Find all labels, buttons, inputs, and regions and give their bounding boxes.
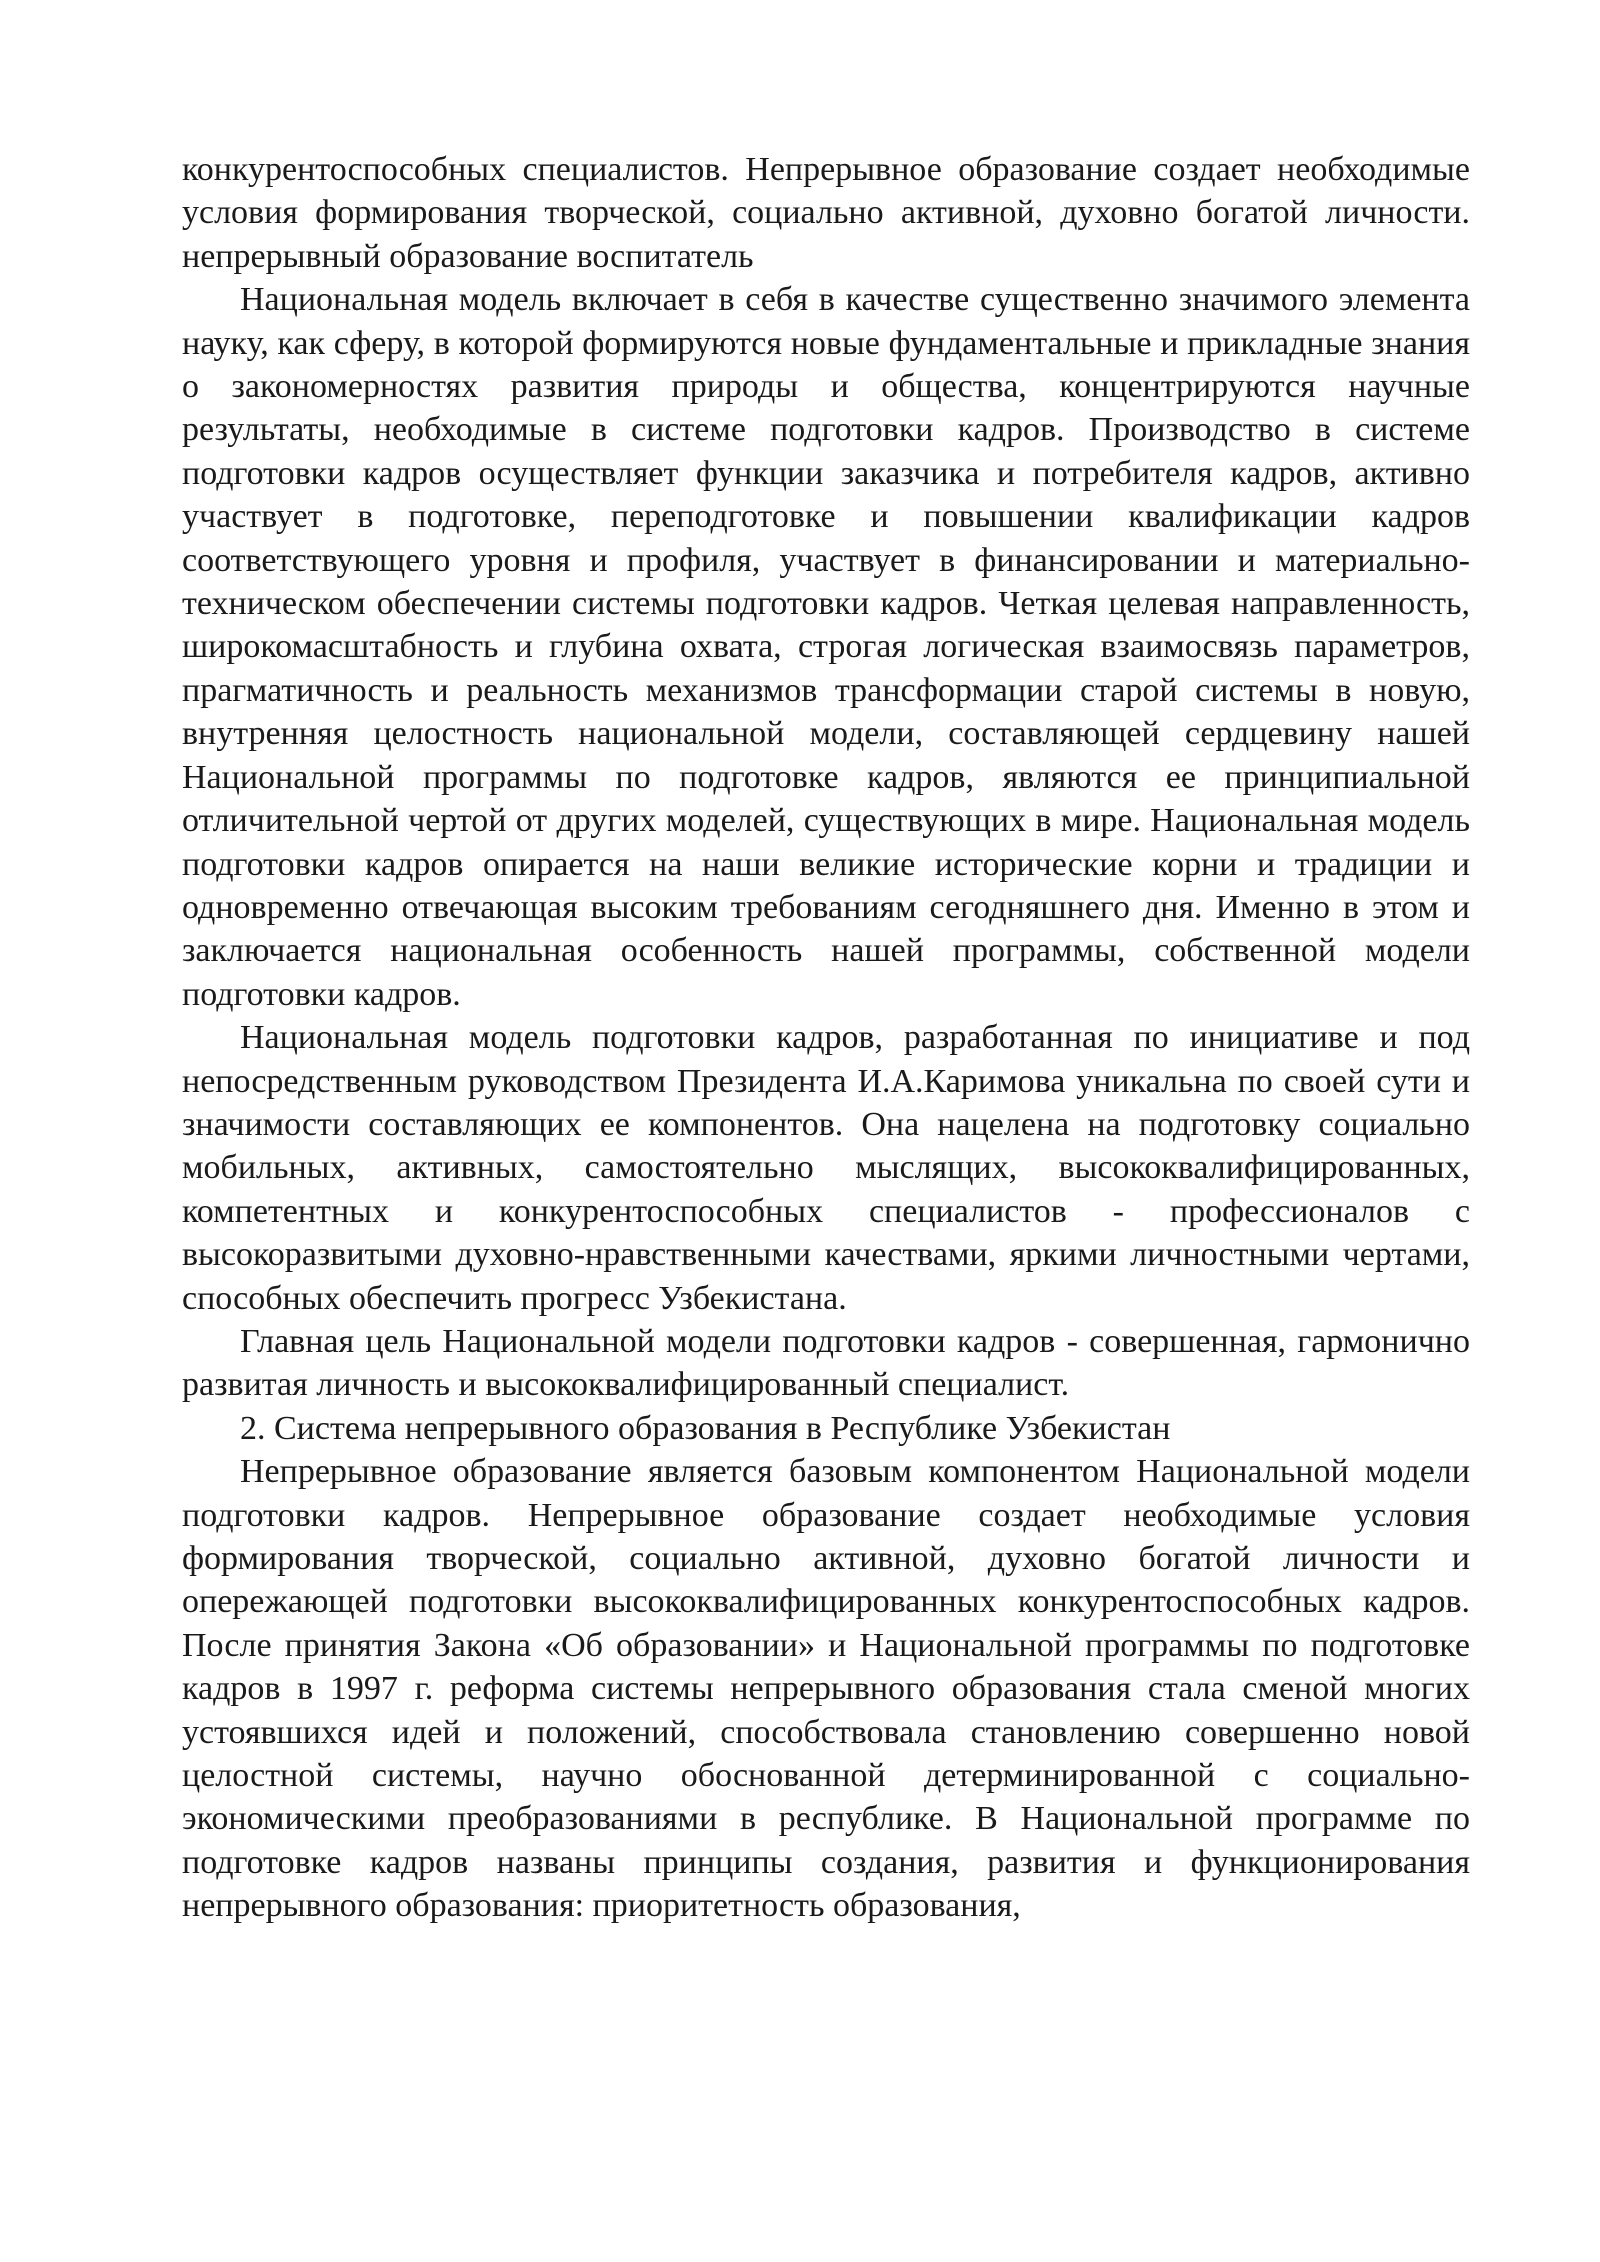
paragraph-2: Национальная модель включает в себя в качестве существенно значимого элемента науку, как сферу, в которой формируются новые фундаментальные и прикладные знания о закономерностях развития природы и общества, концентрируются научные результаты, необходимые в системе подготовки кадров. Производство в системе подготовки кадров осуществляет функции заказчика и потребителя кадров, активно участвует в подготовке, переподготовке и повышении квалификации кадров соответствующего уровня и профиля, участвует в финансировании и материально-техническом обеспечении системы подготовки кадров. Четкая целевая направленность, широкомасштабность и глубина охвата, строгая логическая взаимосвязь параметров, прагматичность и реальность механизмов трансформации старой системы в новую, внутренняя целостность национальной модели, составляющей сердцевину нашей Национальной программы по подготовке кадров, являются ее принципиальной отличительной чертой от других моделей, существующих в мире. Национальная модель подготовки кадров опирается на наши великие исторические корни и традиции и одновременно отвечающая высоким требованиям сегодняшнего дня. Именно в этом и заключается национальная особенность нашей программы, собственной модели подготовки кадров. (182, 281, 1470, 1013)
section-heading: 2. Система непрерывного образования в Республике Узбекистан (240, 1409, 1171, 1447)
paragraph-3: Национальная модель подготовки кадров, разработанная по инициативе и под непосредственным руководством Президента И.А.Каримова уникальна по своей сути и значимости составляющих ее компонентов. Она нацелена на подготовку социально мобильных, активных, самостоятельно мыслящих, высококвалифицированных, компетентных и конкурентоспособных специалистов - профессионалов с высокоразвитыми духовно-нравственными качествами, яркими личностными чертами, способных обеспечить прогресс Узбекистана. (182, 1019, 1470, 1317)
paragraph-4: Главная цель Национальной модели подготовки кадров - совершенная, гармонично развитая личность и высококвалифицированный специалист. (182, 1322, 1470, 1404)
paragraph-1: конкурентоспособных специалистов. Непрерывное образование создает необходимые условия формирования творческой, социально активной, духовно богатой личности. непрерывный образование воспитатель (182, 151, 1470, 275)
paragraph-5: Непрерывное образование является базовым компонентом Национальной модели подготовки кадров. Непрерывное образование создает необходимые условия формирования творческой, социально активной, духовно богатой личности и опережающей подготовки высококвалифицированных конкурентоспособных кадров. После принятия Закона «Об образовании» и Национальной программы по подготовке кадров в 1997 г. реформа системы непрерывного образования стала сменой многих устоявшихся идей и положений, способствовала становлению совершенно новой целостной системы, научно обоснованной детерминированной с социально-экономическими преобразованиями в республике. В Национальной программе по подготовке кадров названы принципы создания, развития и функционирования непрерывного образования: приоритетность образования, (182, 1453, 1470, 1925)
document-page (182, 148, 1470, 1928)
